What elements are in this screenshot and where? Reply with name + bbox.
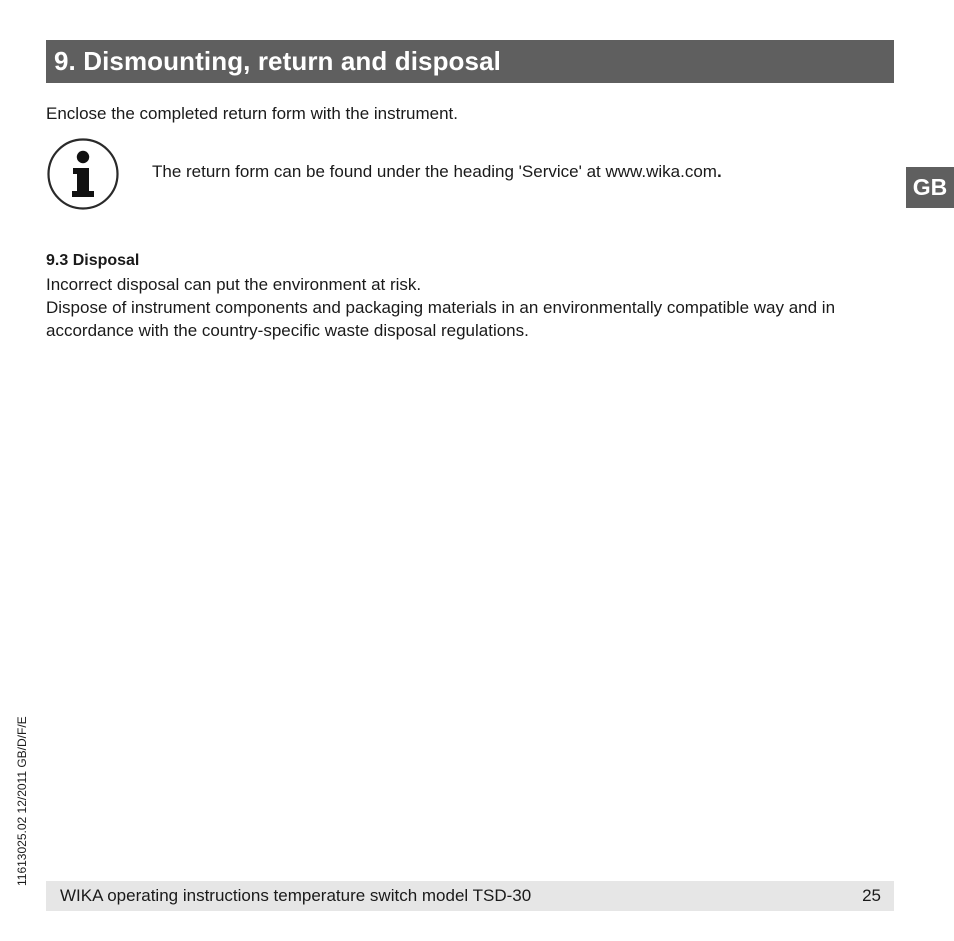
chapter-title: 9. Dismounting, return and disposal: [54, 46, 501, 76]
language-tab-label: GB: [912, 174, 948, 200]
disposal-instructions-text: Dispose of instrument components and packaging materials in an environmentally compatible way and in accordance with the country-specific waste disposal regulations.: [46, 298, 836, 340]
page-footer: [46, 881, 894, 911]
section-heading-disposal: 9.3 Disposal: [46, 252, 140, 269]
language-tab: [906, 167, 954, 208]
footer-doc-title: WIKA operating instructions temperature switch model TSD-30: [60, 886, 532, 905]
chapter-title-bar: [46, 40, 894, 83]
disposal-risk-text: Incorrect disposal can put the environment at risk.: [46, 275, 422, 294]
info-note-end-mark: .: [716, 162, 722, 181]
footer-page-number: 25: [862, 886, 881, 905]
document-code: 11613025.02 12/2011 GB/D/F/E: [15, 716, 29, 886]
info-note-body: The return form can be found under the heading 'Service' at www.wika.com: [152, 162, 717, 181]
info-note-text: [152, 160, 722, 183]
intro-paragraph: Enclose the completed return form with the instrument.: [46, 104, 458, 123]
info-icon: [46, 137, 120, 211]
